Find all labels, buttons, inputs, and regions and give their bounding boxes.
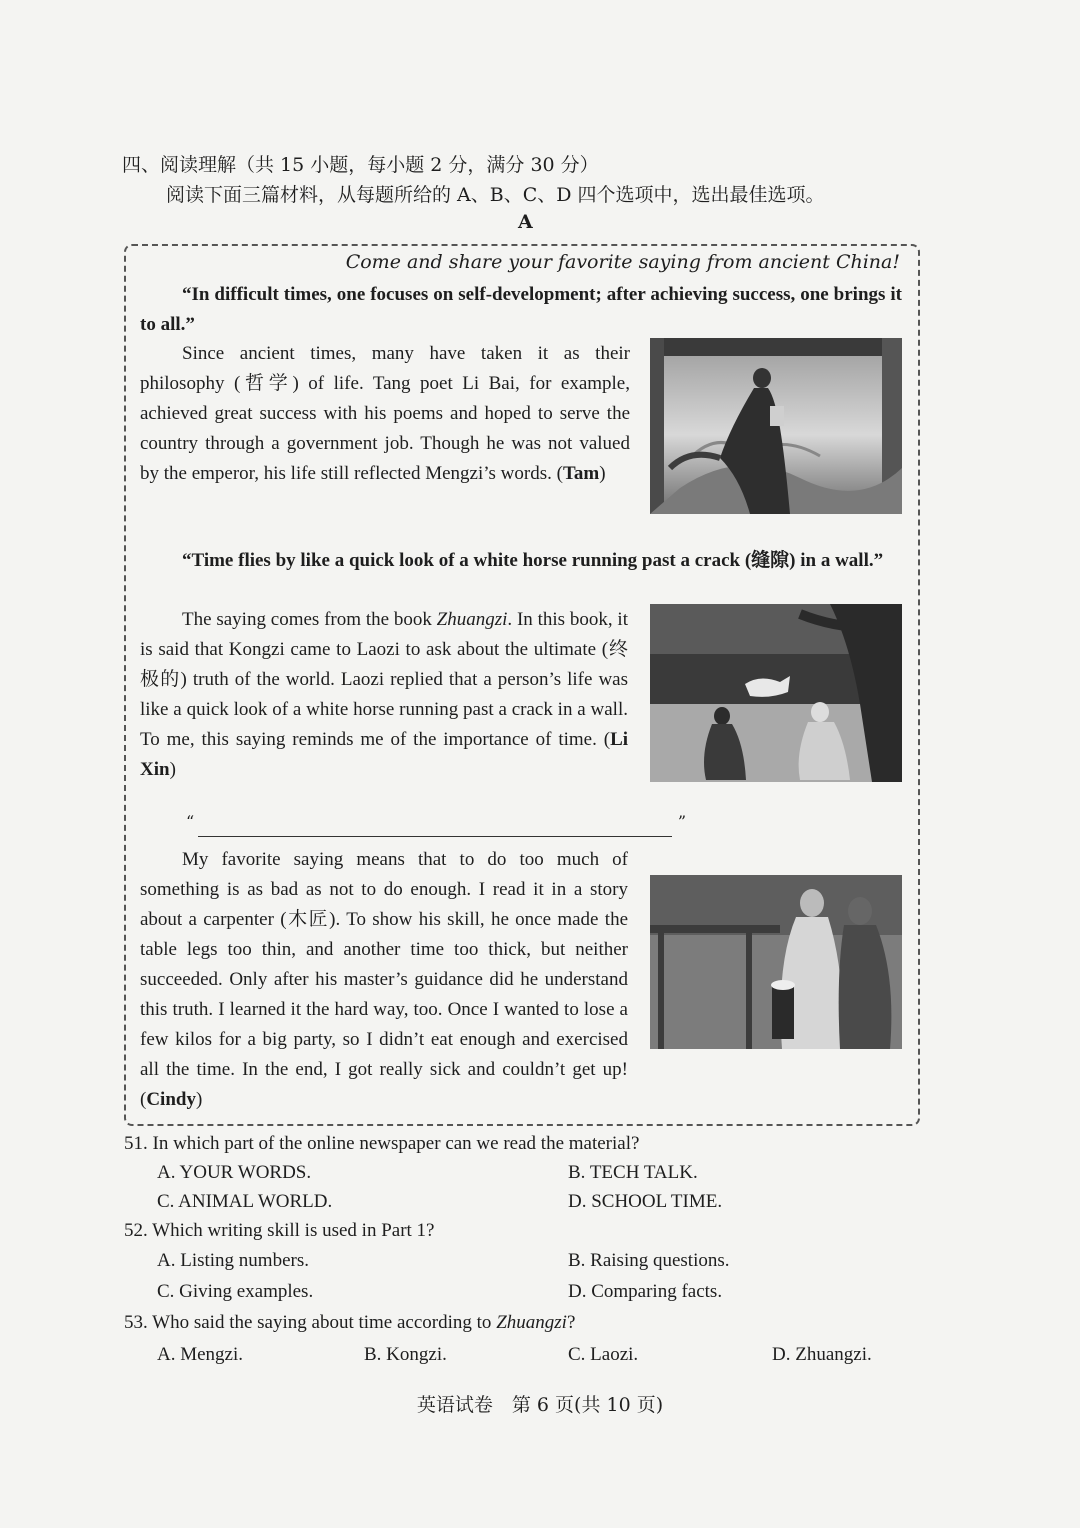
q53-option-d[interactable]: D. Zhuangzi. (772, 1344, 872, 1365)
saying-3-blank (186, 812, 686, 838)
paragraph-3-text: My favorite saying means that to do too much of something is as bad as not to do enough. I read it in a story about a carpenter (木匠). To show his skill, he once made the table legs too thin, and another time too thick, but neither succeeded. Only after his master’s guidance did he understand this truth. I learned it the hard way, too. Once I wanted to lose a few kilos for a big party, so I didn’t eat enough and exercised all the time. In the end, I got really sick and couldn’t get up! (140, 849, 628, 1080)
carpenter-illustration (650, 875, 902, 1049)
saying-2: “Time flies by like a quick look of a white horse running past a crack (缝隙) in a wall.” (182, 550, 884, 571)
author-3: Cindy (146, 1089, 196, 1110)
question-51: 51. In which part of the online newspaper can we read the material? (124, 1133, 640, 1154)
book-title: Zhuangzi (436, 609, 508, 630)
section-instruction: 阅读下面三篇材料，从每题所给的 A、B、C、D 四个选项中，选出最佳选项。 (166, 184, 825, 206)
saying-1: “In difficult times, one focuses on self-development; after achieving success, one brings it to all.” (140, 284, 902, 335)
q53-option-a[interactable]: A. Mengzi. (157, 1344, 244, 1365)
q53-text-pre: 53. Who said the saying about time according to (124, 1312, 497, 1333)
section-title: 四、阅读理解（共 15 小题，每小题 2 分，满分 30 分） (122, 154, 599, 176)
li-bai-illustration (650, 338, 902, 514)
q51-option-c[interactable]: C. ANIMAL WORLD. (157, 1191, 333, 1212)
page-footer: 英语试卷 第 6 页(共 10 页) (416, 1394, 664, 1416)
q53-option-b[interactable]: B. Kongzi. (364, 1344, 447, 1365)
blank-open-quote: “ (186, 812, 195, 831)
blank-underline (198, 836, 672, 837)
paragraph-1: Since ancient times, many have taken it as their philosophy (哲学) of life. Tang poet Li Bai, for example, achieved great success with his poems and hoped to serve the country through a government job. Though he was not valued by the emperor, his life still reflected Mengzi’s words. (Tam) (140, 343, 630, 484)
paragraph-2-pre: The saying comes from the book (182, 609, 437, 630)
q52-option-d[interactable]: D. Comparing facts. (568, 1281, 723, 1302)
paragraph-2: The saying comes from the book Zhuangzi. In this book, it is said that Kongzi came to Laozi to ask about the ultimate (终极的) truth of the world. Laozi replied that a person’s life was like a quick look of a white horse running past a crack in a wall. To me, this saying reminds me of the importance of time. (Li Xin) (140, 609, 629, 780)
q53-book-title: Zhuangzi (496, 1312, 567, 1333)
paragraph-2-post: . In this book, it is said that Kongzi came to Laozi to ask about the ultimate (终极的) truth of the world. Laozi replied that a person’s life was like a quick look of a white horse running past a crack in a wall. To me, this saying reminds me of the importance of time. (140, 609, 628, 750)
q51-option-a[interactable]: A. YOUR WORDS. (157, 1162, 312, 1183)
blank-close-quote: ” (677, 812, 686, 831)
q53-option-c[interactable]: C. Laozi. (568, 1344, 639, 1365)
paragraph-1-text: Since ancient times, many have taken it as their philosophy (哲学) of life. Tang poet Li Bai, for example, achieved great success with his poems and hoped to serve the country through a government job. Though he was not valued by the emperor, his life still reflected Mengzi’s words. (140, 343, 630, 484)
q51-option-d[interactable]: D. SCHOOL TIME. (568, 1191, 723, 1212)
kongzi-laozi-illustration (650, 604, 902, 782)
q52-option-c[interactable]: C. Giving examples. (157, 1281, 314, 1302)
question-53 (124, 1312, 575, 1334)
q52-option-a[interactable]: A. Listing numbers. (157, 1250, 309, 1271)
q53-text-post: ? (566, 1312, 576, 1333)
author-1: Tam (562, 463, 600, 484)
passage-prompt: Come and share your favorite saying from ancient China! (345, 251, 900, 273)
paragraph-3: My favorite saying means that to do too much of something is as bad as not to do enough. I read it in a story about a carpenter (木匠). To show his skill, he once made the table legs too thin, and another time too thick, but neither succeeded. Only after his master’s guidance did he understand this truth. I learned it the hard way, too. Once I wanted to lose a few kilos for a big party, so I didn’t eat enough and exercised all the time. In the end, I got really sick and couldn’t get up! (Cindy) (140, 849, 628, 1110)
q52-option-b[interactable]: B. Raising questions. (568, 1250, 730, 1271)
question-52: 52. Which writing skill is used in Part 1? (124, 1220, 435, 1241)
q51-option-b[interactable]: B. TECH TALK. (568, 1162, 698, 1183)
part-label: A (518, 211, 533, 233)
author-2: Li Xin (140, 729, 629, 780)
